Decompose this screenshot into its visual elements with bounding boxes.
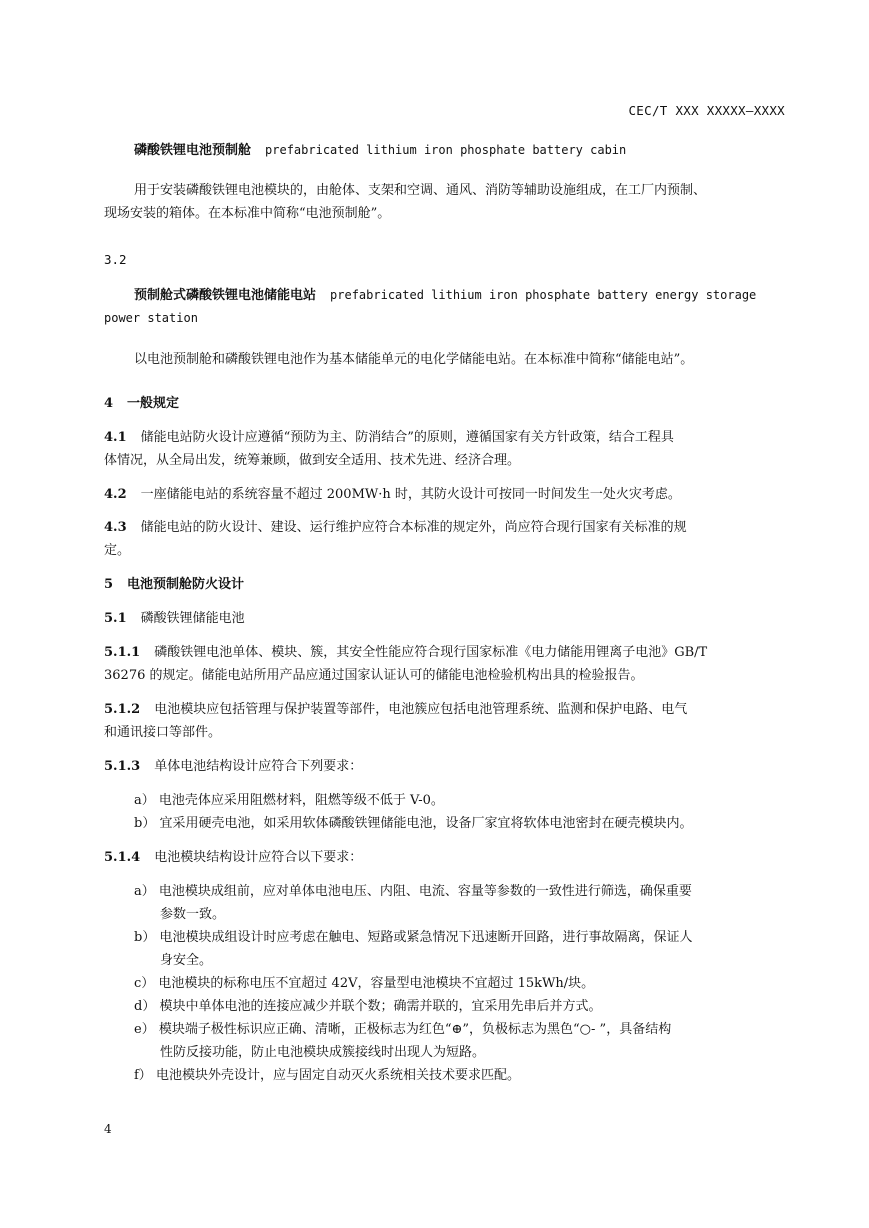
clause-5-1-4-text: 电池模块结构设计应符合以下要求： <box>154 850 363 865</box>
list-item-text: 电池模块成组设计时应考虑在触电、短路或紧急情况下迅速断开回路，进行事故隔离，保证人 <box>159 930 693 945</box>
clause-5-1-2-number: 5.1.2 <box>104 702 141 717</box>
clause-4-3-line-2: 定。 <box>104 543 131 558</box>
document-code: CEC/T XXX XXXXX—XXXX <box>628 103 785 118</box>
list-item-mark: a） <box>134 793 155 808</box>
list-item-text: 宜采用硬壳电池，如采用软体磷酸铁锂储能电池，设备厂家宜将软体电池密封在硬壳模块内。 <box>159 816 693 831</box>
list-item <box>134 814 692 834</box>
section-5-heading <box>104 575 244 595</box>
clause-5-1-3-text: 单体电池结构设计应符合下列要求： <box>154 759 363 774</box>
clause-5-1-1-number: 5.1.1 <box>104 645 141 660</box>
clause-4-1-line-2: 体情况，从全局出发，统筹兼顾，做到安全适用、技术先进、经济合理。 <box>104 453 521 468</box>
clause-4-1-line-1 <box>104 428 674 448</box>
list-item <box>134 791 444 811</box>
section-4-heading <box>104 394 179 414</box>
section-5-title: 电池预制舱防火设计 <box>127 577 245 592</box>
list-item-continuation: 性防反接功能，防止电池模块成簇接线时出现人为短路。 <box>160 1045 486 1060</box>
list-item-mark: b） <box>134 816 156 831</box>
subsection-5-1-number: 5.1 <box>104 611 127 626</box>
term-3-2-chinese: 预制舱式磷酸铁锂电池储能电站 <box>134 288 317 303</box>
clause-4-1-text: 储能电站防火设计应遵循“预防为主、防消结合”的原则，遵循国家有关方针政策，结合工程具 <box>140 430 674 445</box>
list-item-text: 电池模块成组前，应对单体电池电压、内阻、电流、容量等参数的一致性进行筛选，确保重要 <box>158 884 692 899</box>
list-item-continuation: 身安全。 <box>160 953 213 968</box>
list-item-mark: d） <box>134 999 156 1014</box>
clause-5-1-1-text: 磷酸铁锂电池单体、模块、簇，其安全性能应符合现行国家标准《电力储能用锂离子电池》GB/T <box>154 645 708 660</box>
list-item-text: 电池模块的标称电压不宜超过 42V，容量型电池模块不宜超过 15kWh/块。 <box>158 976 595 991</box>
list-item-mark: a） <box>134 884 155 899</box>
list-item-mark: c） <box>134 976 155 991</box>
subsection-5-1-heading <box>104 609 245 629</box>
list-item-text: 模块端子极性标识应正确、清晰，正极标志为红色“⊕”，负极标志为黑色“○- ”，具备结构 <box>158 1022 672 1037</box>
clause-4-1-number: 4.1 <box>104 430 127 445</box>
term-3-1-heading <box>134 140 626 161</box>
term-3-2-number: 3.2 <box>104 252 127 267</box>
term-3-1-english: prefabricated lithium iron phosphate battery cabin <box>265 143 627 157</box>
term-3-1-definition-line-1: 用于安装磷酸铁锂电池模块的，由舱体、支架和空调、通风、消防等辅助设施组成，在工厂内预制、 <box>134 183 707 198</box>
list-item <box>134 1066 520 1086</box>
clause-4-3-line-1 <box>104 518 687 538</box>
term-3-1-chinese: 磷酸铁锂电池预制舱 <box>134 143 252 158</box>
section-4-number: 4 <box>104 396 114 411</box>
list-item <box>134 1020 671 1040</box>
section-4-title: 一般规定 <box>127 396 180 411</box>
clause-5-1-2-line-1 <box>104 700 687 720</box>
clause-4-3-number: 4.3 <box>104 520 127 535</box>
list-item-mark: f） <box>134 1068 152 1083</box>
list-item-mark: b） <box>134 930 156 945</box>
list-item <box>134 974 594 994</box>
list-item-text: 电池壳体应采用阻燃材料，阻燃等级不低于 V-0。 <box>158 793 444 808</box>
list-item-text: 电池模块外壳设计，应与固定自动灭火系统相关技术要求匹配。 <box>155 1068 520 1083</box>
term-3-2-definition: 以电池预制舱和磷酸铁锂电池作为基本储能单元的电化学储能电站。在本标准中简称“储能电站”。 <box>134 352 694 367</box>
clause-5-1-2-text: 电池模块应包括管理与保护装置等部件，电池簇应包括电池管理系统、监测和保护电路、电气 <box>154 702 688 717</box>
list-item <box>134 997 601 1017</box>
subsection-5-1-title: 磷酸铁锂储能电池 <box>140 611 245 626</box>
clause-5-1-1-line-1 <box>104 643 707 663</box>
clause-4-2-number: 4.2 <box>104 487 127 502</box>
clause-4-3-text: 储能电站的防火设计、建设、运行维护应符合本标准的规定外，尚应符合现行国家有关标准的规 <box>140 520 687 535</box>
clause-5-1-4-number: 5.1.4 <box>104 850 141 865</box>
clause-5-1-2-line-2: 和通讯接口等部件。 <box>104 725 222 740</box>
section-5-number: 5 <box>104 577 114 592</box>
clause-4-2-text: 一座储能电站的系统容量不超过 200MW·h 时，其防火设计可按同一时间发生一处火灾考虑。 <box>140 487 681 502</box>
term-3-1-definition-line-2: 现场安装的箱体。在本标准中简称“电池预制舱”。 <box>104 206 391 221</box>
clause-5-1-3 <box>104 757 362 777</box>
clause-5-1-1-line-2: 36276 的规定。储能电站所用产品应通过国家认证认可的储能电池检验机构出具的检验报告。 <box>104 668 644 683</box>
list-item-text: 模块中单体电池的连接应减少并联个数；确需并联的，宜采用先串后并方式。 <box>159 999 602 1014</box>
term-3-2-heading <box>134 285 756 306</box>
list-item <box>134 928 692 948</box>
clause-4-2 <box>104 485 681 505</box>
term-3-2-english-line-1: prefabricated lithium iron phosphate battery energy storage <box>330 288 757 302</box>
list-item-mark: e） <box>134 1022 155 1037</box>
list-item <box>134 882 692 902</box>
clause-5-1-4 <box>104 848 362 868</box>
term-3-2-english-line-2: power station <box>104 311 198 325</box>
clause-5-1-3-number: 5.1.3 <box>104 759 141 774</box>
page-number: 4 <box>104 1122 112 1136</box>
list-item-continuation: 参数一致。 <box>160 907 226 922</box>
